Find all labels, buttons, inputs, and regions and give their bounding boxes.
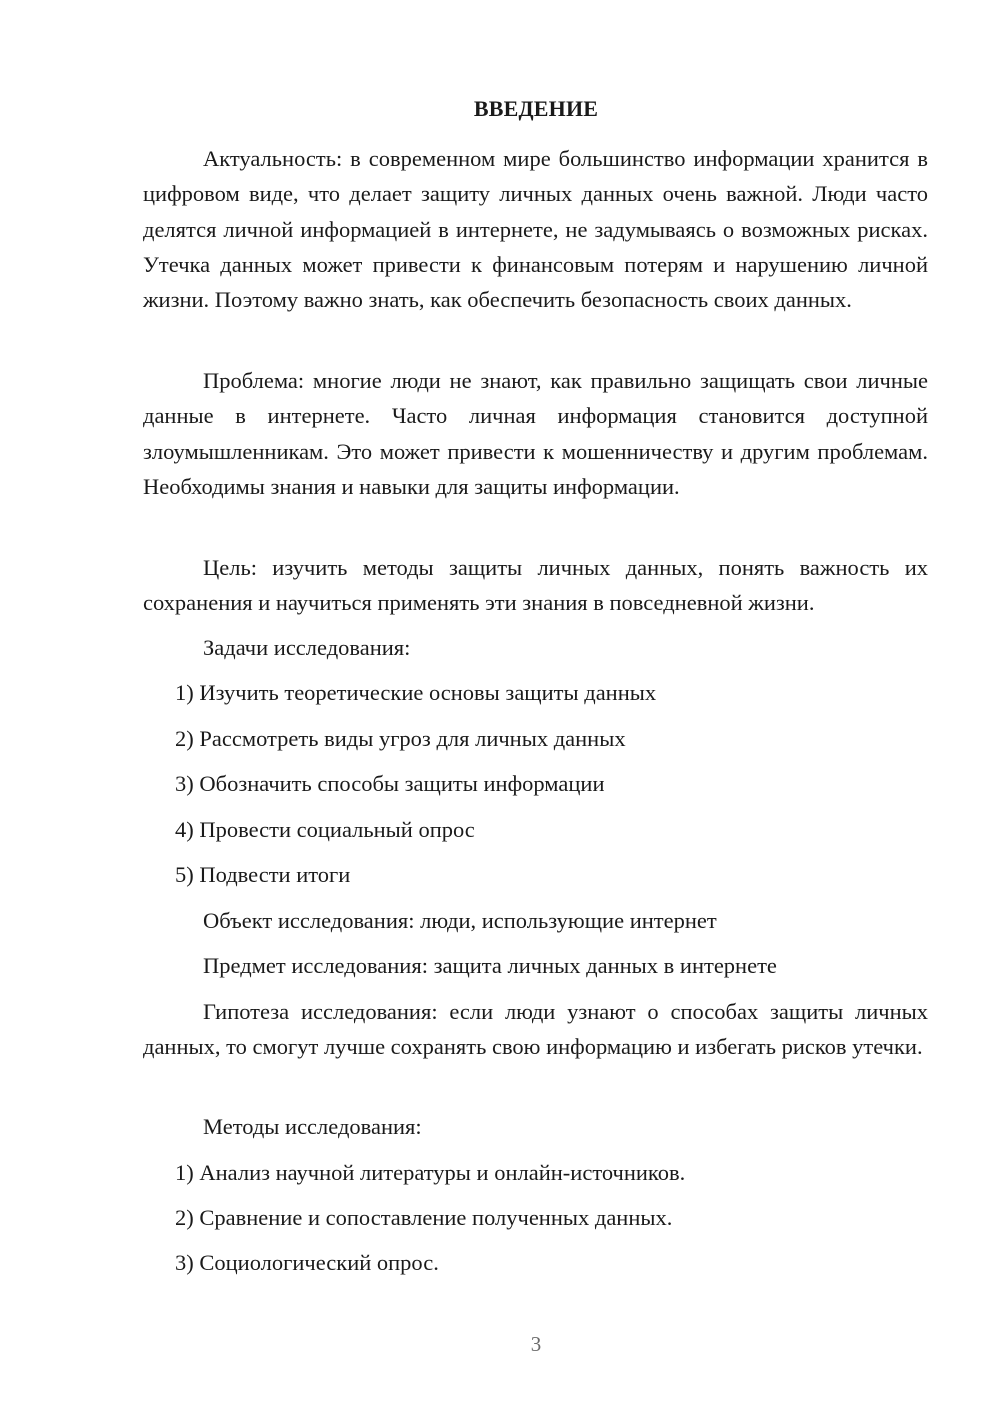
method-item-2: 2) Сравнение и сопоставление полученных данных.	[175, 1205, 673, 1230]
section-title: ВВЕДЕНИЕ	[473, 96, 599, 121]
page-number: 3	[530, 1332, 542, 1356]
object-line: Объект исследования: люди, использующие интернет	[203, 908, 717, 933]
task-item-5: 5) Подвести итоги	[175, 862, 351, 887]
task-item-2: 2) Рассмотреть виды угроз для личных данных	[175, 726, 626, 751]
tasks-heading: Задачи исследования:	[203, 635, 411, 660]
task-item-1: 1) Изучить теоретические основы защиты данных	[175, 680, 657, 705]
method-item-3: 3) Социологический опрос.	[175, 1250, 439, 1275]
hypothesis-paragraph: Гипотеза исследования: если люди узнают о способах защиты личных данных, то смогут лучше сохранять свою информацию и избегать рисков утечки.	[143, 999, 928, 1060]
goal-paragraph: Цель: изучить методы защиты личных данных, понять важность их сохранения и научиться применять эти знания в повседневной жизни.	[143, 555, 928, 616]
problem-paragraph: Проблема: многие люди не знают, как правильно защищать свои личные данные в интернете. Часто личная информация становится доступной злоумышленникам. Это может привести к мошенничеству и другим проблемам. Необходимы знания и навыки для защиты информации.	[143, 368, 928, 499]
subject-line: Предмет исследования: защита личных данных в интернете	[203, 953, 777, 978]
task-item-4: 4) Провести социальный опрос	[175, 817, 475, 842]
task-item-3: 3) Обозначить способы защиты информации	[175, 771, 605, 796]
relevance-paragraph: Актуальность: в современном мире большинство информации хранится в цифровом виде, что делает защиту личных данных очень важной. Люди часто делятся личной информацией в интернете, не задумываясь о возможных рисках. Утечка данных может привести к финансовым потерям и нарушению личной жизни. Поэтому важно знать, как обеспечить безопасность своих данных.	[143, 146, 928, 313]
methods-heading: Методы исследования:	[203, 1114, 422, 1139]
method-item-1: 1) Анализ научной литературы и онлайн-источников.	[175, 1160, 686, 1185]
